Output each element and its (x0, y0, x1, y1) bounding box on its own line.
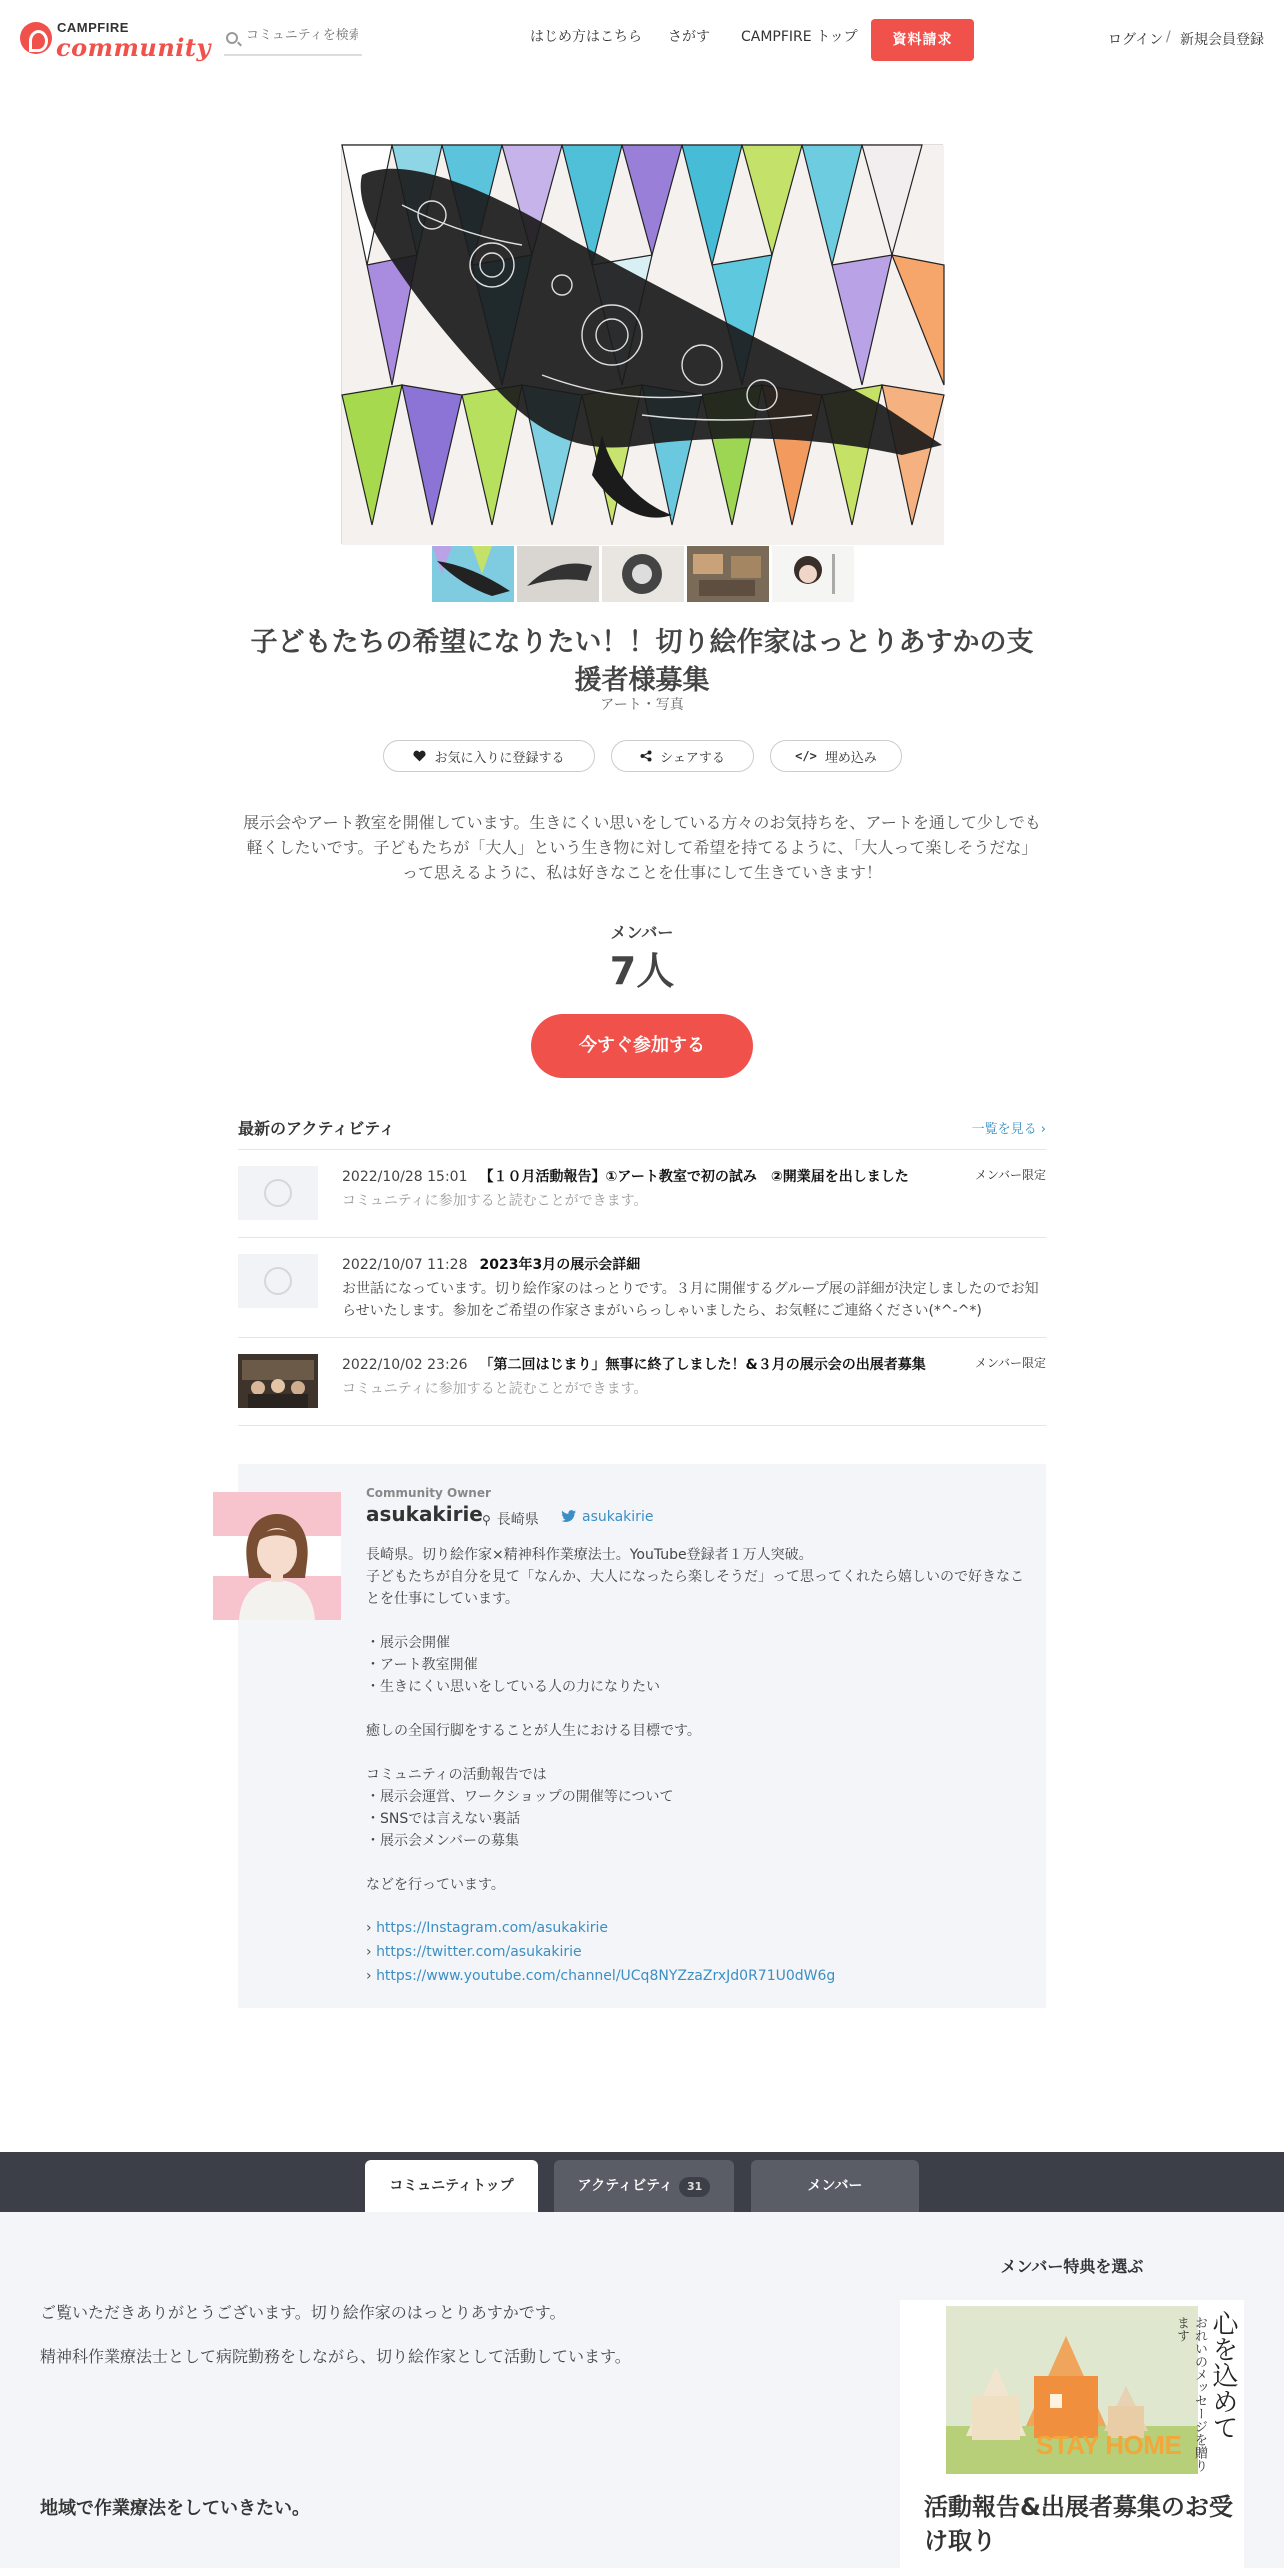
site-header (0, 0, 1284, 80)
intro-heading: 地域で作業療法をしていきたい。 (40, 2498, 310, 2519)
logo-text-top: CAMPFIRE (57, 20, 129, 35)
twitter-icon (562, 1510, 576, 1522)
project-actions (0, 740, 1284, 772)
search-icon (226, 32, 238, 44)
search-input[interactable] (246, 28, 358, 43)
owner-location: ⚲ 長崎県 (482, 1512, 539, 1528)
activity-meta (342, 1354, 926, 1374)
share-label: シェアする (660, 750, 725, 766)
activity-thumbnail (238, 1354, 318, 1408)
project-category[interactable]: アート・写真 (600, 697, 684, 713)
youtube-link[interactable]: › https://www.youtube.com/channel/UCq8NYZzaZrxJd0R71U0dW6g (366, 1964, 835, 1988)
activity-thumbnail-placeholder (238, 1166, 318, 1220)
perk-image-text-1: 心を込めて (1208, 2310, 1238, 2440)
activity-title: 【１０月活動報告】①アート教室で初の試み ②開業届を出しました (479, 1169, 909, 1185)
nav-campfire-top[interactable]: CAMPFIRE トップ (741, 29, 858, 45)
project-main-image[interactable] (341, 144, 943, 544)
activity-title: 「第二回はじまり」無事に終了しました！&３月の展示会の出展者募集 (479, 1357, 926, 1373)
perk-image-text-2: おれいのメッセージを贈ります (1174, 2316, 1207, 2472)
intro-paragraph-2: 精神科作業療法士として病院勤務をしながら、切り絵作家として活動しています。 (40, 2347, 631, 2366)
favorite-label: お気に入りに登録する (434, 750, 565, 766)
thumbnail-5[interactable] (772, 546, 854, 602)
join-now-button[interactable]: 今すぐ参加する (531, 1014, 753, 1078)
owner-bio: 長崎県。切り絵作家×精神科作業療法士。YouTube登録者１万人突破。 子どもたちが自分を見て「なんか、大人になったら楽しそうだ」って思ってくれたら嬉しいので好きなことを仕事にしています。 ・展示会開催 ・アート教室開催 ・生きにくい思いをしている人の力になりたい 癒しの全国行脚をすることが人生における目標です。 コミュニティの活動報告では ・展示会運営、ワークショップの開催等について ・SNSでは言えない裏話 ・展示会メンバーの募集 などを行っています。 (366, 1547, 1024, 1893)
request-materials-button[interactable]: 資料請求 (871, 19, 974, 61)
embed-label: 埋め込み (824, 750, 877, 766)
activity-title: 2023年3月の展示会詳細 (479, 1257, 641, 1273)
nav-explore[interactable]: さがす (668, 29, 710, 45)
embed-button[interactable] (770, 740, 902, 772)
owner-links (366, 1916, 835, 1988)
project-description: 展示会やアート教室を開催しています。生きにくい思いをしている方々のお気持ちを、アートを通して少しでも軽くしたいです。子どもたちが「大人」という生き物に対して希望を持てるように、「大人って楽しそうだな」って思えるように、私は好きなことを仕事にして生きていきます！ (243, 813, 1041, 882)
whale-papercut-artwork (342, 145, 944, 545)
activity-thumbnail-placeholder (238, 1254, 318, 1308)
code-icon: </> (795, 749, 817, 763)
activity-locked-text: コミュニティに参加すると読むことができます。 (342, 1193, 648, 1209)
activity-count-badge: 31 (679, 2177, 710, 2197)
image-thumbnails (432, 546, 854, 602)
tab-community-top[interactable]: コミュニティトップ (365, 2160, 538, 2212)
share-icon (640, 750, 652, 762)
activity-date: 2022/10/28 15:01 (342, 1169, 468, 1185)
tab-activity[interactable]: アクティビティ 31 (554, 2160, 734, 2212)
perk-title: 活動報告&出展者募集のお受け取り (924, 2493, 1233, 2555)
activity-item[interactable] (238, 1238, 1046, 1338)
heart-icon (413, 750, 426, 762)
search-box[interactable] (224, 26, 362, 56)
community-owner-card (238, 1464, 1046, 2008)
activity-date: 2022/10/07 11:28 (342, 1257, 468, 1273)
location-pin-icon: ⚲ (482, 1513, 491, 1527)
campfire-community-logo[interactable] (20, 20, 211, 62)
owner-label: Community Owner (366, 1486, 491, 1500)
intro-paragraph-1: ご覧いただきありがとうございます。切り絵作家のはっとりあすかです。 (40, 2303, 566, 2322)
activity-item[interactable] (238, 1338, 1046, 1426)
share-button[interactable] (611, 740, 754, 772)
perks-heading: メンバー特典を選ぶ (1000, 2257, 1144, 2276)
members-only-badge: メンバー限定 (974, 1168, 1046, 1182)
members-label: メンバー (610, 923, 674, 942)
instagram-link[interactable]: › https://Instagram.com/asukakirie (366, 1916, 835, 1940)
login-separator: / (1166, 29, 1171, 45)
favorite-button[interactable] (383, 740, 595, 772)
login-link[interactable]: ログイン (1108, 32, 1164, 48)
thumbnail-2[interactable] (517, 546, 599, 602)
activity-date: 2022/10/02 23:26 (342, 1357, 468, 1373)
owner-twitter-link[interactable]: asukakirie (562, 1509, 653, 1525)
perk-card[interactable] (900, 2300, 1244, 2568)
campfire-placeholder-icon (264, 1267, 292, 1295)
owner-name[interactable]: asukakirie (366, 1502, 483, 1526)
project-title: 子どもたちの希望になりたい！！切り絵作家はっとりあすかの支援者様募集 (250, 627, 1034, 696)
nav-getting-started[interactable]: はじめ方はこちら (530, 29, 642, 45)
logo-text-bottom: community (56, 33, 211, 62)
perk-image-text-3: STAY HOME (1036, 2430, 1182, 2460)
campfire-logo-icon (20, 22, 52, 54)
activity-locked-text: コミュニティに参加すると読むことができます。 (342, 1381, 648, 1397)
members-count: 7人 (609, 949, 675, 993)
members-only-badge: メンバー限定 (974, 1356, 1046, 1370)
activity-excerpt: お世話になっています。切り絵作家のはっとりです。３月に開催するグループ展の詳細が決定しましたのでお知らせいたします。参加をご希望の作家さまがいらっしゃいましたら、お気軽にご連絡ください(*^-^*) (342, 1281, 1039, 1319)
perk-image (946, 2306, 1198, 2474)
community-tab-bar (0, 2152, 1284, 2212)
twitter-link[interactable]: › https://twitter.com/asukakirie (366, 1940, 835, 1964)
activity-heading: 最新のアクティビティ (238, 1119, 395, 1138)
owner-avatar[interactable] (213, 1492, 341, 1620)
activity-header (238, 1114, 1046, 1150)
activity-meta (342, 1166, 909, 1186)
signup-link[interactable]: 新規会員登録 (1180, 32, 1264, 48)
chevron-right-icon: › (1040, 1122, 1046, 1137)
campfire-placeholder-icon (264, 1179, 292, 1207)
thumbnail-1[interactable] (432, 546, 514, 602)
thumbnail-3[interactable] (602, 546, 684, 602)
tab-members[interactable]: メンバー (751, 2160, 919, 2212)
see-all-link[interactable]: 一覧を見る › (971, 1122, 1046, 1137)
activity-item[interactable] (238, 1150, 1046, 1238)
activity-meta (342, 1254, 640, 1274)
thumbnail-4[interactable] (687, 546, 769, 602)
